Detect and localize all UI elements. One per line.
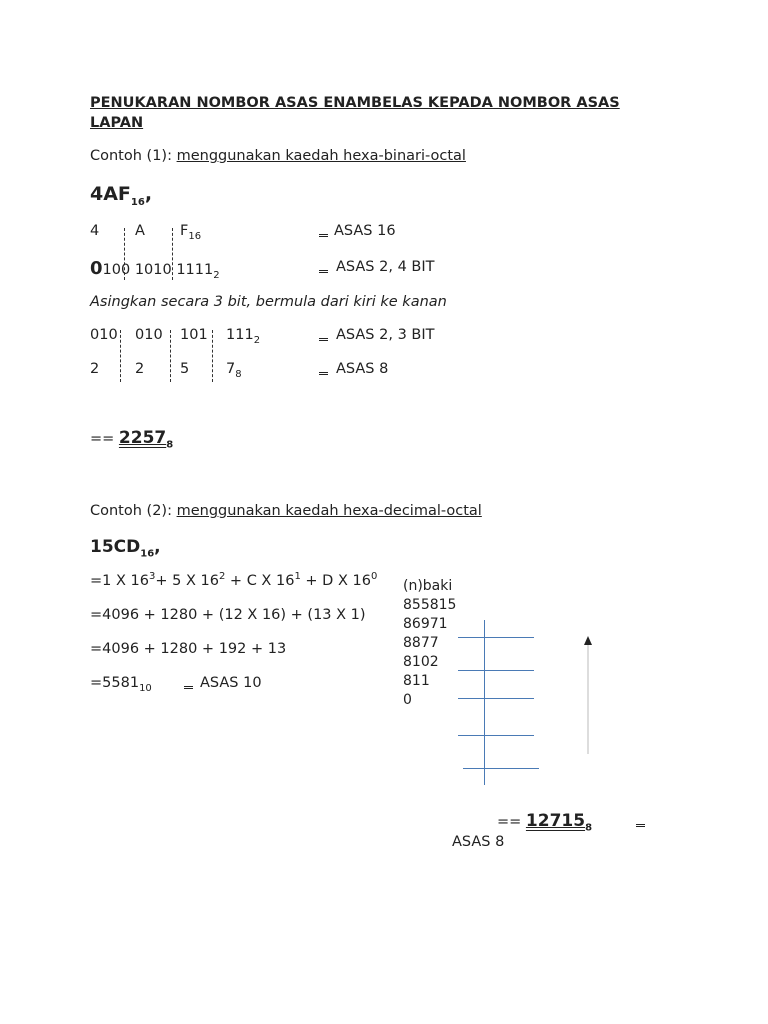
example2-number-suffix: , [154,537,161,557]
division-header: (n)baki [403,578,453,594]
division-row: 8877 [403,635,439,651]
ex2-answer-prefix: == [497,814,526,830]
ex1-row2-lead: 0 [90,258,103,279]
ex2-step3: =4096 + 1280 + 192 + 13 [90,641,287,657]
ex1-row1-d1: 4 [90,223,100,239]
example2-number-base: 16 [140,548,155,560]
exponent: 3 [148,571,156,583]
ex2-expansion: =1 X $16^3+ 5$ X $16^2 + C$ X $16^1 + D$ X $16^0$ [90,571,378,589]
example1-number-suffix: , [144,183,153,205]
example2-intro [90,503,482,520]
division-row: 811 [403,673,430,689]
ex1-row2 [90,258,220,280]
ex1-row2-base: 2 [213,269,220,281]
separator-line [212,330,213,382]
ex1-row1-d3 [180,223,201,240]
example2-number-value: 15CD [90,537,141,557]
ex1-row2-bits: 100 1010 1111 [102,262,214,278]
equivalence-mark [184,686,193,689]
example2-number [90,537,161,560]
ex1-row4-g3: 5 [180,361,190,377]
division-row: 0 [403,692,412,708]
ex1-row3-base: 2 [253,334,261,346]
division-row: 8102 [403,654,439,670]
ex1-row1-d3-base: 16 [188,230,202,242]
division-row: 86971 [403,616,448,632]
example1-intro [90,148,466,165]
equivalence-mark [319,372,328,375]
equivalence-mark [319,270,328,273]
ex1-answer-value: $2257_8$ [118,428,174,451]
ex1-row1-label: ASAS 16 [334,223,396,239]
ex1-row3-label: ASAS 2, 3 BIT [336,327,435,343]
ex2-step4-base: 10 [139,682,152,694]
exponent: 2 [218,571,226,583]
ex1-row4-g1: 2 [90,361,100,377]
example2-method: menggunakan kaedah hexa-decimal-octal [176,503,482,519]
ex2-answer-base: 8 [585,822,593,834]
ex2-step4: $=5581_{10}$ [90,675,152,694]
ex1-row4-base: 8 [235,368,242,380]
division-line [458,698,534,699]
separator-line [170,330,171,382]
ex1-note: Asingkan secara 3 bit, bermula dari kiri ke kanan [90,294,447,310]
exponent: 1 [294,571,301,583]
division-row: 855815 [403,597,457,613]
ex1-row3-g3: 101 [180,327,208,343]
ex2-answer-value: $12715_8$ [525,811,593,834]
ex1-row3-g4-value: 111 [226,327,254,343]
division-line [458,637,534,638]
separator-line [120,330,121,382]
division-line [463,768,539,769]
ex1-answer-prefix: == [90,431,119,447]
ex1-row4-g4-value: 7 [226,361,236,377]
ex1-answer [90,428,174,451]
ex1-row4-g2: 2 [135,361,145,377]
ex1-row4-g4 [226,361,242,378]
ex1-row1-d2: A [135,223,145,239]
ex1-row3-g4 [226,327,260,344]
up-arrow-icon [582,636,594,756]
ex2-step4-label: ASAS 10 [200,675,262,691]
example1-number-base: 16 [130,196,145,208]
division-vertical-line [484,620,485,785]
ex1-row3-g1: 010 [90,327,118,343]
example1-number [90,183,152,206]
ex1-row2-label: ASAS 2, 4 BIT [336,259,435,275]
equivalence-mark [319,234,328,237]
ex2-step2: =4096 + 1280 + (12 X 16) + (13 X 1) [90,607,366,623]
ex2-answer-label: ASAS 8 [452,834,505,850]
ex1-answer-base: 8 [166,439,174,451]
division-line [458,735,534,736]
equivalence-mark [636,824,645,827]
example1-intro-prefix: Contoh (1): [90,148,177,164]
example1-method: menggunakan kaedah hexa-binari-octal [176,148,466,164]
ex2-answer [497,811,593,834]
equivalence-mark [319,338,328,341]
ex1-row3-g2: 010 [135,327,163,343]
ex1-row4-label: ASAS 8 [336,361,389,377]
page-title-line-1: PENUKARAN NOMBOR ASAS ENAMBELAS KEPADA NOMBOR ASAS [90,95,620,111]
example2-intro-prefix: Contoh (2): [90,503,177,519]
exponent: 0 [370,571,378,583]
page-title-line-2: LAPAN [90,115,144,131]
ex1-row1-d3-value: F [180,223,189,239]
division-line [458,670,534,671]
example1-number-value: 4AF [90,183,131,205]
